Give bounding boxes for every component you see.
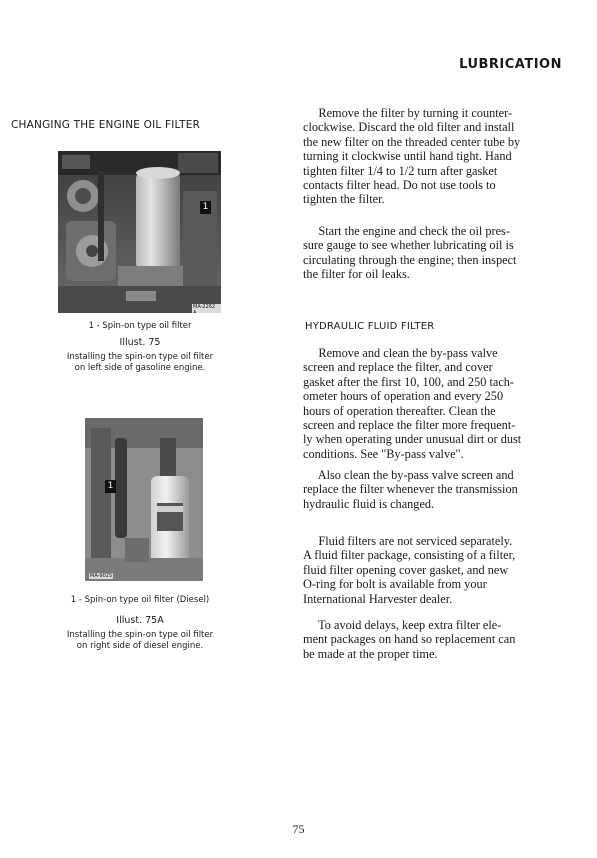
text-line: To avoid delays, keep extra filter ele-	[303, 618, 502, 632]
paragraph-fluid-filters	[303, 534, 575, 606]
figure-legend: 1 - Spin-on type oil filter (Diesel)	[70, 595, 210, 605]
text-line: hours of operation thereafter. Clean the	[303, 403, 496, 418]
text-line: turning it clockwise until hand tight. Hand	[303, 149, 512, 164]
text-line: fluid filter opening cover gasket, and new	[303, 562, 509, 577]
engine-photo-gasoline	[58, 151, 221, 313]
figure-tag: MA-9025	[90, 573, 113, 579]
text-line: Start the engine and check the oil pres-	[303, 224, 510, 238]
illustration-number: Illust. 75	[119, 337, 161, 348]
text-line: sure gauge to see whether lubricating oil is	[303, 238, 514, 253]
text-line: conditions. See "By-pass valve".	[303, 446, 464, 461]
text-line: ometer hours of operation and every 250	[303, 389, 504, 404]
paragraph-bypass-screen	[303, 346, 575, 461]
text-line: the new filter on the threaded center tube by	[303, 134, 521, 149]
figure-legend: 1 - Spin-on type oil filter	[88, 321, 192, 331]
paragraph-also-clean	[303, 468, 575, 511]
figure-tag: MA-2262 A	[192, 304, 221, 313]
text-line: International Harvester dealer.	[303, 591, 453, 606]
text-line: circulating through the engine; then inspect	[303, 252, 517, 267]
text-line: hydraulic fluid is changed.	[303, 496, 435, 511]
text-line: A fluid filter package, consisting of a filter,	[303, 548, 516, 563]
section-title: LUBRICATION	[459, 57, 562, 72]
callout-marker: 1	[105, 480, 116, 493]
text-line: tighten filter 1/4 to 1/2 turn after gasket	[303, 163, 498, 178]
text-line: be made at the proper time.	[303, 646, 438, 661]
text-line: Also clean the by-pass valve screen and	[303, 468, 514, 482]
engine-illustration-gasoline	[58, 151, 221, 313]
figure-description-line: Installing the spin-on type oil filter	[66, 630, 214, 640]
hydraulic-filter-heading: HYDRAULIC FLUID FILTER	[305, 321, 435, 332]
figure-caption-75	[40, 321, 240, 374]
text-line: ly when operating under unusual dirt or dust	[303, 432, 522, 447]
illustration-number: Illust. 75A	[116, 615, 164, 626]
paragraph-avoid-delays	[303, 618, 575, 661]
text-line: screen and replace the filter more frequent-	[303, 418, 516, 433]
paragraph-start-engine	[303, 224, 575, 282]
figure-description-line: on left side of gasoline engine.	[74, 363, 206, 373]
text-line: Remove the filter by turning it counter-	[303, 106, 513, 120]
figure-caption-75a	[30, 595, 250, 652]
page-number: 75	[292, 822, 305, 836]
callout-marker: 1	[200, 201, 211, 214]
left-heading: CHANGING THE ENGINE OIL FILTER	[11, 119, 201, 131]
figure-description-line: on right side of diesel engine.	[76, 641, 204, 651]
text-line: contacts filter head. Do not use tools to	[303, 178, 496, 193]
paragraph-remove-filter	[303, 106, 575, 207]
text-line: the filter for oil leaks.	[303, 267, 410, 282]
engine-photo-diesel	[85, 418, 203, 581]
text-line: ment packages on hand so replacement can	[303, 632, 516, 647]
engine-illustration-diesel	[85, 418, 203, 581]
figure-description-line: Installing the spin-on type oil filter	[66, 352, 214, 362]
text-line: Remove and clean the by-pass valve	[303, 346, 498, 360]
text-line: tighten the filter.	[303, 192, 385, 207]
text-line: screen and replace the filter, and cover	[303, 360, 493, 375]
text-line: gasket after the first 10, 100, and 250 tach-	[303, 374, 515, 389]
text-line: Fluid filters are not serviced separately.	[303, 534, 513, 548]
text-line: O-ring for bolt is available from your	[303, 577, 487, 592]
text-line: clockwise. Discard the old filter and install	[303, 120, 515, 135]
text-line: replace the filter whenever the transmission	[303, 482, 518, 497]
